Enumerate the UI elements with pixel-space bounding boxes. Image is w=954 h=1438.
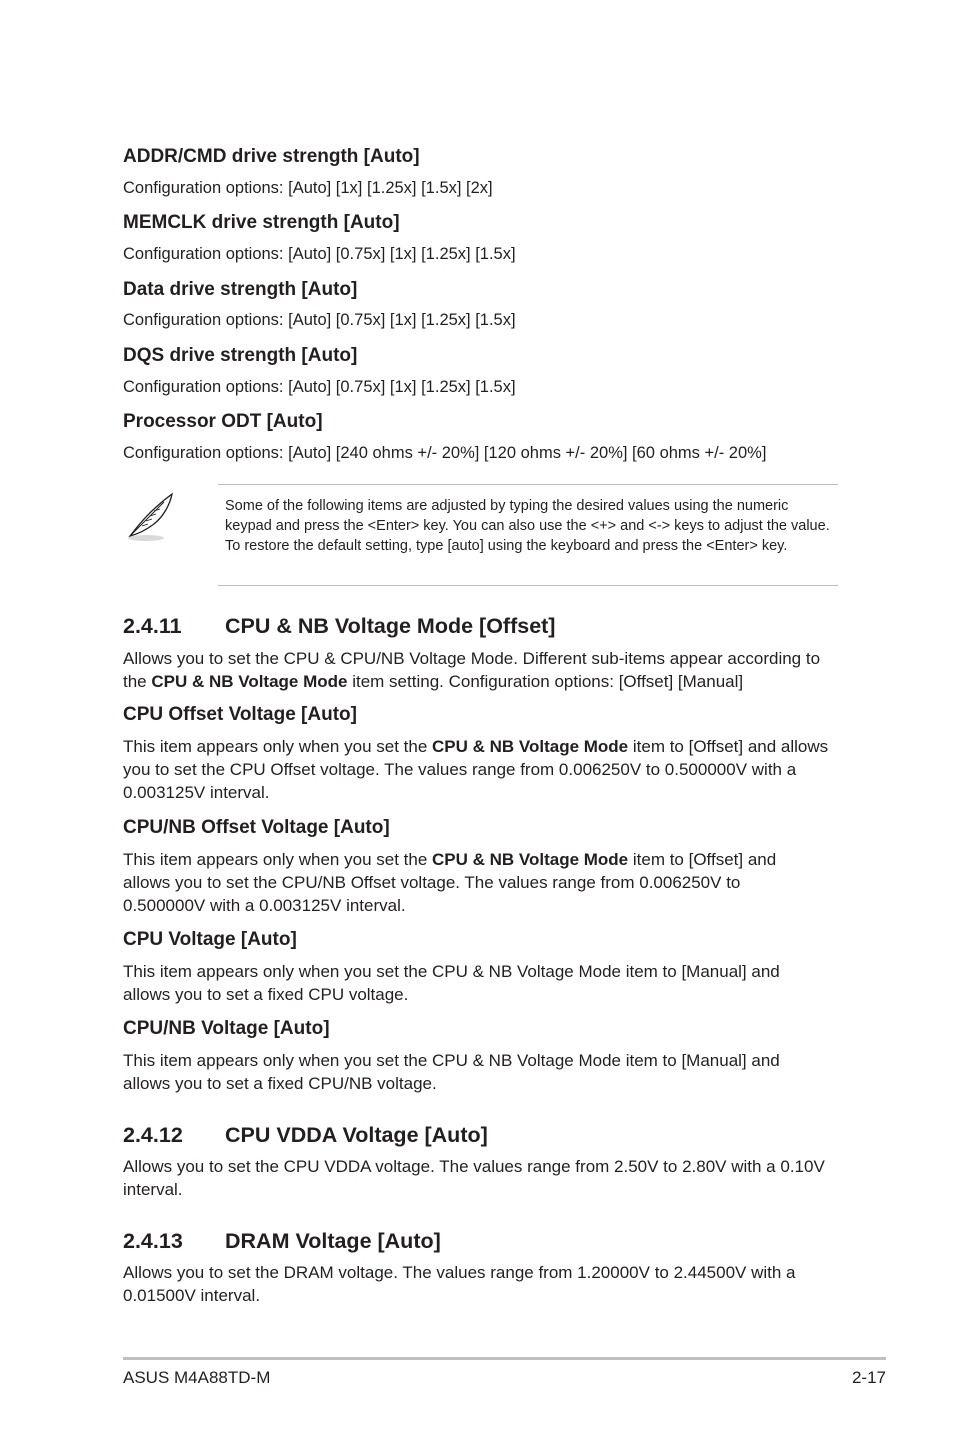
- section-number: 2.4.11: [123, 614, 182, 638]
- item-title-memclk: MEMCLK drive strength [Auto]: [123, 212, 400, 233]
- section-2-4-13-text: Allows you to set the DRAM voltage. The values range from 1.20000V to 2.44500V with a 0.01500V interval.: [123, 1263, 796, 1305]
- section-title: DRAM Voltage [Auto]: [225, 1229, 441, 1253]
- item-title-addr-cmd: ADDR/CMD drive strength [Auto]: [123, 146, 420, 167]
- item-title-processor-odt: Processor ODT [Auto]: [123, 411, 323, 432]
- section-2-4-11-description: [123, 647, 843, 693]
- section-2-4-13-heading: [123, 1229, 441, 1254]
- desc-text: Allows you to set the CPU & CPU/NB Voltage Mode. Different sub-items appear according to the: [123, 649, 821, 691]
- section-title: CPU & NB Voltage Mode [Offset]: [225, 614, 556, 638]
- body-text: item to [Offset] and allows you to set the CPU Offset voltage. The values range from 0.006250V to 0.500000V with a 0.003125V interval.: [123, 737, 829, 802]
- footer-product-name: ASUS M4A88TD-M: [123, 1368, 271, 1387]
- body-bold: CPU & NB Voltage Mode: [432, 737, 629, 756]
- section-title: CPU VDDA Voltage [Auto]: [225, 1123, 488, 1147]
- note-text: Some of the following items are adjusted by typing the desired values using the numeric keypad and press the <Enter> key. You can also use the <+> and <-> keys to adjust the value. To restore the default setting, type [auto] using the keyboard and press the <Enter> key.: [225, 498, 830, 554]
- note-box: [218, 484, 838, 586]
- body-text: This item appears only when you set the: [123, 737, 432, 756]
- cpunb-voltage-text: This item appears only when you set the CPU & NB Voltage Mode item to [Manual] and allows you to set a fixed CPU/NB voltage.: [123, 1051, 780, 1093]
- cpunb-offset-voltage-title: CPU/NB Offset Voltage [Auto]: [123, 817, 390, 838]
- desc-text: item setting. Configuration options: [Offset] [Manual]: [347, 672, 744, 691]
- item-title-dqs-drive: DQS drive strength [Auto]: [123, 345, 358, 366]
- section-number: 2.4.12: [123, 1123, 183, 1147]
- cpunb-offset-voltage-text: [123, 848, 803, 917]
- body-text: This item appears only when you set the: [123, 850, 432, 869]
- footer-page-number: 2-17: [851, 1368, 886, 1387]
- cpu-offset-voltage-title: CPU Offset Voltage [Auto]: [123, 704, 357, 725]
- section-2-4-12-heading: [123, 1123, 488, 1148]
- desc-bold: CPU & NB Voltage Mode: [151, 672, 348, 691]
- item-config-dqs-drive: Configuration options: [Auto] [0.75x] [1x] [1.25x] [1.5x]: [123, 378, 516, 396]
- cpunb-voltage-title: CPU/NB Voltage [Auto]: [123, 1018, 330, 1039]
- footer-rule: [123, 1357, 886, 1360]
- section-2-4-12-text: Allows you to set the CPU VDDA voltage. The values range from 2.50V to 2.80V with a 0.10V interval.: [123, 1157, 825, 1199]
- section-2-4-11-heading: [123, 614, 555, 639]
- item-title-data-drive: Data drive strength [Auto]: [123, 279, 358, 300]
- feather-quill-icon: [124, 490, 178, 544]
- item-config-processor-odt: Configuration options: [Auto] [240 ohms +/- 20%] [120 ohms +/- 20%] [60 ohms +/- 20%]: [123, 444, 767, 462]
- section-number: 2.4.13: [123, 1229, 183, 1253]
- cpu-voltage-text: This item appears only when you set the CPU & NB Voltage Mode item to [Manual] and allows you to set a fixed CPU voltage.: [123, 962, 780, 1004]
- cpu-offset-voltage-text: [123, 735, 843, 804]
- item-config-data-drive: Configuration options: [Auto] [0.75x] [1x] [1.25x] [1.5x]: [123, 311, 516, 329]
- cpu-voltage-title: CPU Voltage [Auto]: [123, 929, 297, 950]
- item-config-addr-cmd: Configuration options: [Auto] [1x] [1.25x] [1.5x] [2x]: [123, 179, 493, 197]
- body-text: item to [Offset] and allows you to set the CPU/NB Offset voltage. The values range from 0.006250V to 0.500000V with a 0.003125V interval.: [123, 850, 777, 915]
- body-bold: CPU & NB Voltage Mode: [432, 850, 629, 869]
- item-config-memclk: Configuration options: [Auto] [0.75x] [1x] [1.25x] [1.5x]: [123, 245, 516, 263]
